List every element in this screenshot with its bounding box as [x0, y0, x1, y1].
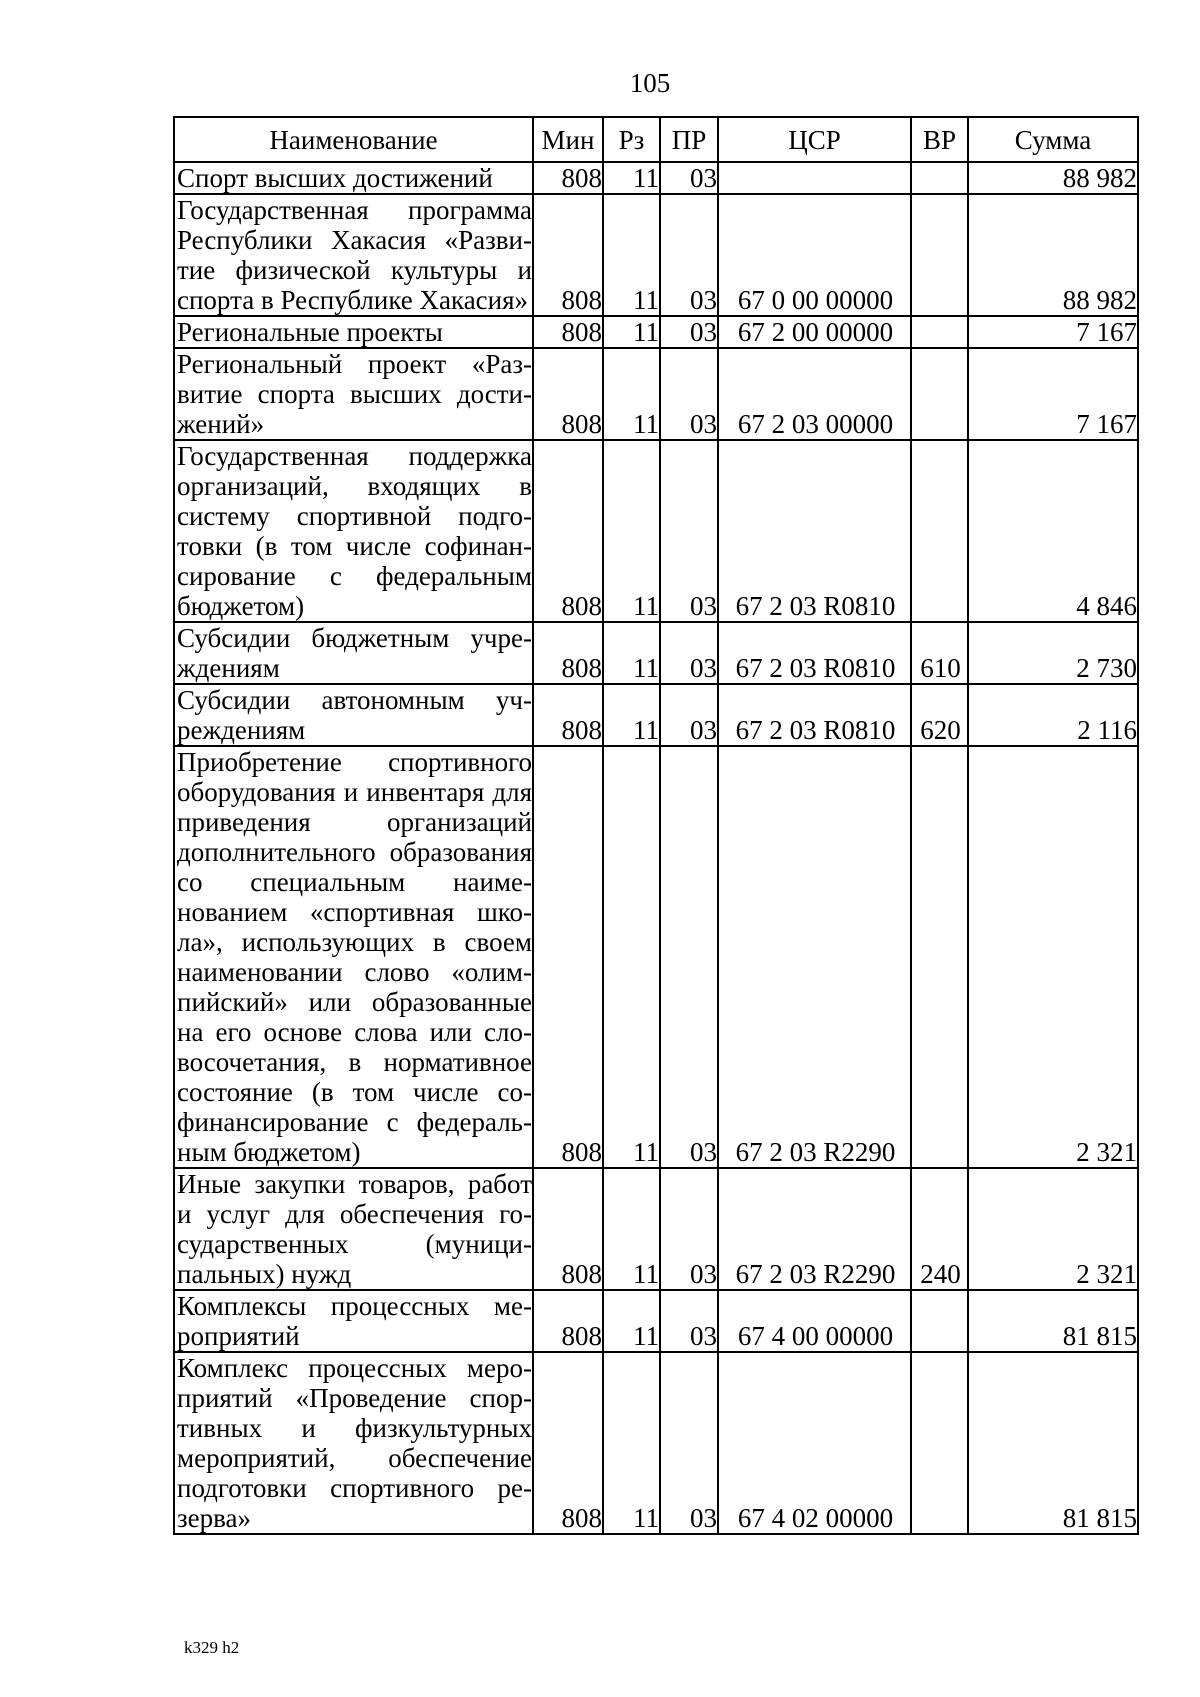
row-csr [718, 162, 911, 194]
row-min: 808 [533, 1168, 603, 1290]
row-pr: 03 [660, 1352, 718, 1534]
row-rz: 11 [603, 746, 660, 1168]
table-row [174, 440, 1138, 622]
row-pr: 03 [660, 348, 718, 440]
row-name: Комплекс процессных мероприятий «Проведение спортивных и физкультурных мероприятий, обеспечение подготовки спортивного резерва» [174, 1352, 533, 1534]
row-sum: 81 815 [968, 1352, 1138, 1534]
row-name: Региональные проекты [174, 316, 533, 348]
row-sum: 4 846 [968, 440, 1138, 622]
row-sum: 7 167 [968, 316, 1138, 348]
table-row [174, 194, 1138, 316]
row-name: Региональный проект «Развитие спорта высших достижений» [174, 348, 533, 440]
row-min: 808 [533, 1352, 603, 1534]
row-rz: 11 [603, 162, 660, 194]
row-vr [911, 1290, 968, 1352]
row-vr: 240 [911, 1168, 968, 1290]
row-vr [911, 746, 968, 1168]
row-name: Комплексы процессных мероприятий [174, 1290, 533, 1352]
row-vr [911, 348, 968, 440]
row-name: Государственная программа Республики Хакасия «Развитие физической культуры и спорта в Республике Хакасия» [174, 194, 533, 316]
row-min: 808 [533, 622, 603, 684]
header-vr: ВР [911, 117, 968, 162]
row-csr: 67 2 03 R0810 [718, 440, 911, 622]
table-row [174, 746, 1138, 1168]
table-row [174, 316, 1138, 348]
row-csr: 67 2 03 R0810 [718, 622, 911, 684]
row-rz: 11 [603, 348, 660, 440]
row-pr: 03 [660, 1168, 718, 1290]
row-vr [911, 440, 968, 622]
row-name: Спорт высших достижений [174, 162, 533, 194]
table-row [174, 622, 1138, 684]
row-name: Субсидии автономным учреждениям [174, 684, 533, 746]
row-csr: 67 2 03 R2290 [718, 746, 911, 1168]
table-row [174, 684, 1138, 746]
row-csr: 67 2 03 R2290 [718, 1168, 911, 1290]
row-pr: 03 [660, 194, 718, 316]
page-number: 105 [629, 68, 671, 98]
row-sum: 2 730 [968, 622, 1138, 684]
row-pr: 03 [660, 316, 718, 348]
row-rz: 11 [603, 1352, 660, 1534]
row-sum: 2 321 [968, 746, 1138, 1168]
table-row [174, 1352, 1138, 1534]
row-rz: 11 [603, 684, 660, 746]
row-sum: 88 982 [968, 194, 1138, 316]
row-pr: 03 [660, 746, 718, 1168]
row-rz: 11 [603, 1290, 660, 1352]
row-min: 808 [533, 746, 603, 1168]
row-vr: 610 [911, 622, 968, 684]
table-row [174, 1290, 1138, 1352]
row-name: Государственная поддержка организаций, входящих в систему спортивной подготовки (в том числе софинансирование с федеральным бюджетом) [174, 440, 533, 622]
row-pr: 03 [660, 440, 718, 622]
row-rz: 11 [603, 194, 660, 316]
row-min: 808 [533, 1290, 603, 1352]
row-csr: 67 4 02 00000 [718, 1352, 911, 1534]
header-min: Мин [533, 117, 603, 162]
table-row [174, 348, 1138, 440]
row-vr [911, 194, 968, 316]
row-min: 808 [533, 440, 603, 622]
row-csr: 67 2 03 00000 [718, 348, 911, 440]
row-vr [911, 316, 968, 348]
row-min: 808 [533, 162, 603, 194]
row-rz: 11 [603, 1168, 660, 1290]
footer-document-code: k329 h2 [184, 1638, 240, 1657]
header-pr: ПР [660, 117, 718, 162]
row-min: 808 [533, 194, 603, 316]
row-rz: 11 [603, 316, 660, 348]
header-csr: ЦСР [718, 117, 911, 162]
header-sum: Сумма [968, 117, 1138, 162]
row-min: 808 [533, 684, 603, 746]
header-name: Наименование [174, 117, 533, 162]
row-pr: 03 [660, 622, 718, 684]
row-sum: 2 116 [968, 684, 1138, 746]
row-csr: 67 2 00 00000 [718, 316, 911, 348]
row-sum: 88 982 [968, 162, 1138, 194]
row-min: 808 [533, 316, 603, 348]
budget-table [173, 116, 1139, 1535]
row-sum: 81 815 [968, 1290, 1138, 1352]
row-rz: 11 [603, 440, 660, 622]
row-csr: 67 0 00 00000 [718, 194, 911, 316]
row-vr: 620 [911, 684, 968, 746]
row-vr [911, 1352, 968, 1534]
row-min: 808 [533, 348, 603, 440]
row-vr [911, 162, 968, 194]
row-csr: 67 4 00 00000 [718, 1290, 911, 1352]
row-sum: 2 321 [968, 1168, 1138, 1290]
row-sum: 7 167 [968, 348, 1138, 440]
row-rz: 11 [603, 622, 660, 684]
header-rz: Рз [603, 117, 660, 162]
table-row [174, 162, 1138, 194]
row-pr: 03 [660, 162, 718, 194]
row-name: Субсидии бюджетным учреждениям [174, 622, 533, 684]
row-pr: 03 [660, 684, 718, 746]
table-header-row [174, 117, 1138, 162]
row-name: Приобретение спортивного оборудования и инвентаря для приведения организаций дополнительного образования со специальным наименованием «спортивная школа», использующих в своем наименовании слово «олимпийский» или образованные на его основе слова или словосочетания, в нормативное состояние (в том числе софинансирование с федеральным бюджетом) [174, 746, 533, 1168]
row-name: Иные закупки товаров, работ и услуг для обеспечения государственных (муниципальных) нужд [174, 1168, 533, 1290]
row-csr: 67 2 03 R0810 [718, 684, 911, 746]
table-row [174, 1168, 1138, 1290]
row-pr: 03 [660, 1290, 718, 1352]
